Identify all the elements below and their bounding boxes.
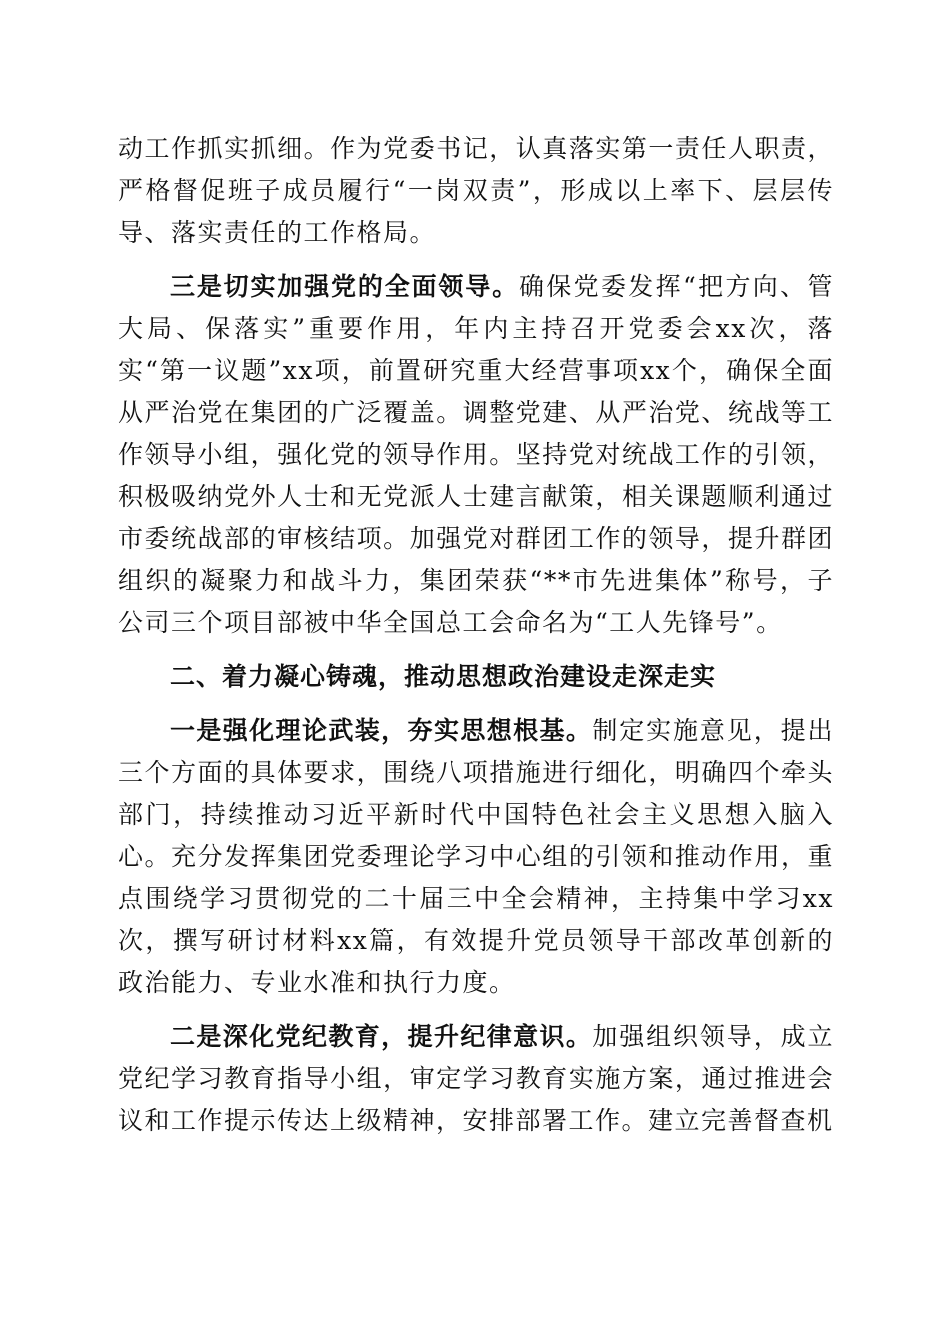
- paragraph-lead: 一是强化理论武装，夯实思想根基。: [170, 716, 593, 745]
- paragraph-text: 制定实施意见，提出三个方面的具体要求，围绕八项措施进行细化，明确四个牵头部门，持续推动习近平新时代中国特色社会主义思想入脑入心。充分发挥集团党委理论学习中心组的引领和推动作用，重点围绕学习贯彻党的二十届三中全会精神，主持集中学习xx次，撰写研讨材料xx篇，有效提升党员领导干部改革创新的政治能力、专业水准和执行力度。: [118, 716, 834, 997]
- paragraph-text: 加强组织领导，成立党纪学习教育指导小组，审定学习教育实施方案，通过推进会议和工作提示传达上级精神，安排部署工作。建立完善督查机: [118, 1022, 834, 1135]
- paragraph-lead: 三是切实加强党的全面领导。: [170, 272, 519, 301]
- paragraph-text: 动工作抓实抓细。作为党委书记，认真落实第一责任人职责，严格督促班子成员履行“一岗双责”，形成以上率下、层层传导、落实责任的工作格局。: [118, 134, 834, 247]
- document-page: [118, 128, 834, 1142]
- paragraph-continuation: [118, 128, 834, 254]
- paragraph-text: 确保党委发挥“把方向、管大局、保落实”重要作用，年内主持召开党委会xx次，落实“第一议题”xx项，前置研究重大经营事项xx个，确保全面从严治党在集团的广泛覆盖。调整党建、从严治党、统战等工作领导小组，强化党的领导作用。坚持党对统战工作的引领，积极吸纳党外人士和无党派人士建言献策，相关课题顺利通过市委统战部的审核结项。加强党对群团工作的领导，提升群团组织的凝聚力和战斗力，集团荣获“**市先进集体”称号，子公司三个项目部被中华全国总工会命名为“工人先锋号”。: [118, 272, 834, 637]
- paragraph-lead: 二是深化党纪教育，提升纪律意识。: [170, 1022, 593, 1051]
- paragraph-party-leadership: [118, 266, 834, 644]
- paragraph-discipline: [118, 1016, 834, 1142]
- section-heading: 二、着力凝心铸魂，推动思想政治建设走深走实: [170, 662, 717, 691]
- paragraph-theory: [118, 710, 834, 1004]
